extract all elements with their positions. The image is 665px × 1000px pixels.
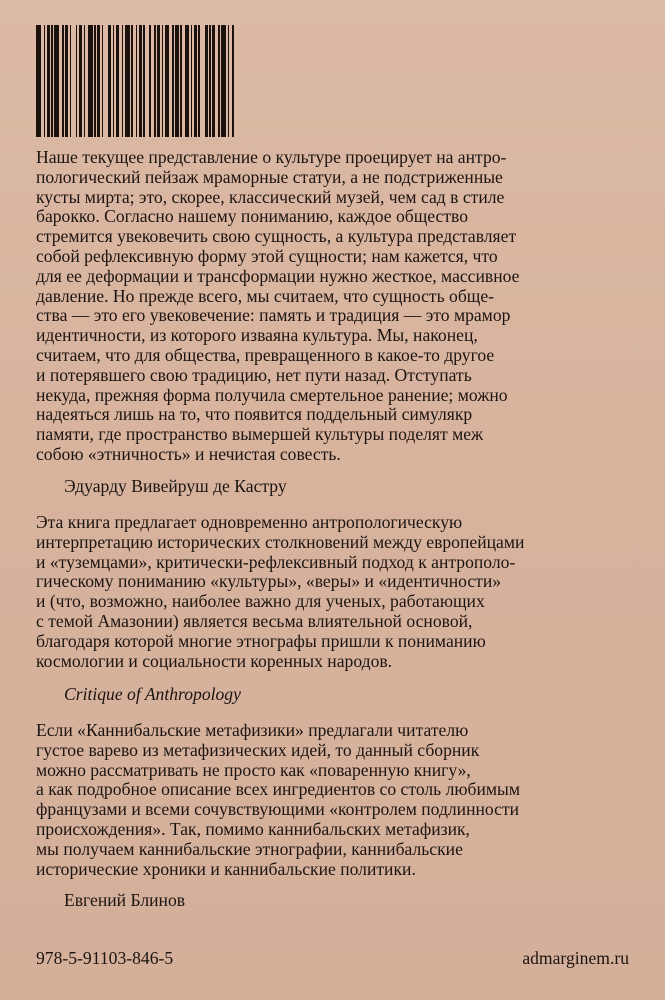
quote-critique-line: Эта книга предлагает одновременно антропологическую bbox=[36, 512, 463, 532]
quote-viveiros-line: собой рефлексивную форму этой сущности; нам кажется, что bbox=[36, 245, 498, 266]
quote-blinov-line: происхождения». Так, помимо каннибальских метафизик, bbox=[36, 818, 470, 839]
isbn: 978-5-91103-846-5 bbox=[36, 948, 174, 968]
barcode-gap bbox=[234, 25, 236, 137]
quote-viveiros-line: идентичности, из которого изваяна культура. Мы, наконец, bbox=[36, 325, 478, 346]
quote-critique-text bbox=[36, 513, 636, 671]
quote-critique-line: космологии и социальности коренных народов. bbox=[36, 650, 393, 671]
barcode-icon bbox=[36, 25, 236, 137]
quote-viveiros-line: Наше текущее представление о культуре проецирует на антро- bbox=[36, 147, 507, 167]
quote-viveiros-line: памяти, где пространство вымершей культуры поделят меж bbox=[36, 424, 484, 445]
quote-critique-line: гическому пониманию «культуры», «веры» и «идентичности» bbox=[36, 571, 502, 592]
quote-blinov-line: можно рассматривать не просто как «поваренную книгу», bbox=[36, 759, 471, 780]
quote-blinov-line: исторические хроники и каннибальские политики. bbox=[36, 858, 416, 879]
quote-blinov-line: мы получаем каннибальские этнографии, каннибальские bbox=[36, 838, 463, 859]
quote-viveiros bbox=[36, 148, 636, 465]
quote-critique-line: интерпретацию исторических столкновений между европейцами bbox=[36, 531, 525, 552]
quote-blinov-line: а как подробное описание всех ингредиентов со столь любимым bbox=[36, 779, 520, 800]
quote-blinov-author: Евгений Блинов bbox=[64, 890, 186, 910]
quote-viveiros-author: Эдуарду Вивейруш де Кастру bbox=[64, 476, 287, 496]
quote-viveiros-line: для ее деформации и трансформации нужно жесткое, массивное bbox=[36, 265, 520, 286]
quote-critique-line: и (что, возможно, наиболее важно для ученых, работающих bbox=[36, 591, 485, 612]
quote-blinov-line: французами и всеми сочувствующими «контролем подлинности bbox=[36, 799, 520, 820]
quote-critique-line: с темой Амазонии) является весьма влиятельной основой, bbox=[36, 610, 473, 631]
quote-blinov-text bbox=[36, 721, 636, 879]
quote-viveiros-text bbox=[36, 148, 636, 465]
quote-viveiros-line: барокко. Согласно нашему пониманию, каждое общество bbox=[36, 206, 468, 227]
quote-blinov-line: Если «Каннибальские метафизики» предлагали читателю bbox=[36, 720, 469, 740]
quote-viveiros-line: считаем, что для общества, превращенного в какое-то другое bbox=[36, 344, 495, 365]
quote-critique bbox=[36, 513, 636, 671]
quote-viveiros-line: стремится увековечить свою сущность, а культура представляет bbox=[36, 226, 517, 247]
quote-viveiros-line: кусты мирта; это, скорее, классический музей, чем сад в стиле bbox=[36, 186, 505, 207]
quote-viveiros-line: некуда, прежняя форма получила смертельное ранение; можно bbox=[36, 384, 508, 405]
quote-critique-line: и «туземцами», критически-рефлексивный подход к антрополо- bbox=[36, 551, 516, 572]
quote-viveiros-line: пологический пейзаж мраморные статуи, а не подстриженные bbox=[36, 166, 503, 187]
quote-critique-line: благодаря которой многие этнографы пришли к пониманию bbox=[36, 630, 486, 651]
quote-viveiros-line: надеяться лишь на то, что появится поддельный симулякр bbox=[36, 404, 473, 425]
quote-blinov-line: густое варево из метафизических идей, то данный сборник bbox=[36, 739, 480, 760]
quote-blinov bbox=[36, 721, 636, 879]
quote-viveiros-line: и потерявшего свою традицию, нет пути назад. Отступать bbox=[36, 364, 472, 385]
quote-viveiros-line: давление. Но прежде всего, мы считаем, что сущность обще- bbox=[36, 285, 494, 306]
quote-viveiros-line: собою «этничность» и нечистая совесть. bbox=[36, 443, 341, 464]
quote-critique-author: Critique of Anthropology bbox=[64, 684, 241, 704]
quote-viveiros-line: ства — это его увековечение: память и традиция — это мрамор bbox=[36, 305, 511, 326]
publisher-website[interactable]: admarginem.ru bbox=[522, 948, 629, 968]
